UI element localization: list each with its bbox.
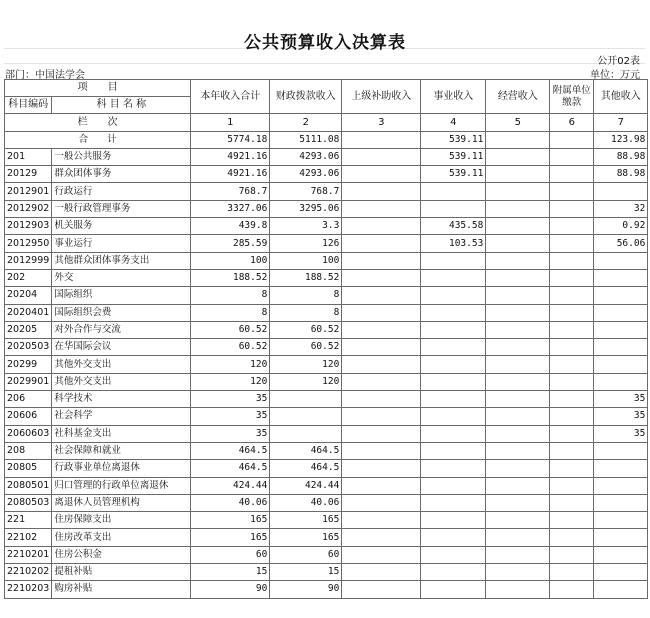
header-item: 项 目: [5, 80, 191, 97]
total-label: 合 计: [5, 131, 191, 148]
value-cell-col1: 464.5: [191, 460, 270, 477]
header-col5: 经营收入: [486, 80, 550, 114]
header-col2: 财政拨款收入: [270, 80, 342, 114]
table-row: [5, 391, 648, 408]
value-cell-col4: [421, 512, 486, 529]
value-cell-col3: [342, 269, 421, 286]
subject-code-cell: 221: [5, 512, 52, 529]
value-cell-col7: 32: [594, 200, 648, 217]
value-cell-col6: [550, 321, 594, 338]
value-cell-col1: 3327.06: [191, 200, 270, 217]
value-cell-col3: [342, 339, 421, 356]
value-cell-col7: [594, 356, 648, 373]
value-cell-col7: [594, 269, 648, 286]
value-cell-col7: 88.98: [594, 166, 648, 183]
subject-code-cell: 208: [5, 442, 52, 459]
subject-name-cell: 国际组织会费: [52, 304, 191, 321]
subject-name-cell: 社会科学: [52, 408, 191, 425]
value-cell-col6: [550, 494, 594, 511]
value-cell-col4: 103.53: [421, 235, 486, 252]
value-cell-col6: [550, 425, 594, 442]
subject-name-cell: 社会保障和就业: [52, 442, 191, 459]
value-cell-col1: 60.52: [191, 321, 270, 338]
subject-name-cell: 其他外交支出: [52, 373, 191, 390]
value-cell-col7: [594, 183, 648, 200]
value-cell-col4: [421, 564, 486, 581]
value-cell-col1: 100: [191, 252, 270, 269]
table-row: [5, 494, 648, 511]
value-cell-col2: 4293.06: [270, 148, 342, 165]
value-cell-col2: 40.06: [270, 494, 342, 511]
subject-name-cell: 行政事业单位离退休: [52, 460, 191, 477]
subject-code-cell: 2080503: [5, 494, 52, 511]
subject-name-cell: 在华国际会议: [52, 339, 191, 356]
subject-code-cell: 2060603: [5, 425, 52, 442]
value-cell-col4: [421, 321, 486, 338]
value-cell-col4: [421, 408, 486, 425]
subject-name-cell: 离退休人员管理机构: [52, 494, 191, 511]
value-cell-col6: [550, 252, 594, 269]
table-row: [5, 269, 648, 286]
value-cell-col6: [550, 269, 594, 286]
value-cell-col1: 165: [191, 529, 270, 546]
value-cell-col5: [486, 460, 550, 477]
value-cell-col6: [550, 183, 594, 200]
table-row: [5, 235, 648, 252]
value-cell-col5: [486, 321, 550, 338]
value-cell-col5: [486, 148, 550, 165]
value-cell-col3: [342, 460, 421, 477]
value-cell-col5: [486, 304, 550, 321]
value-cell-col6: [550, 200, 594, 217]
subject-name-cell: 其他群众团体事务支出: [52, 252, 191, 269]
value-cell-col6: [550, 287, 594, 304]
value-cell-col5: [486, 494, 550, 511]
value-cell-col5: [486, 408, 550, 425]
revenue-table: [4, 79, 648, 599]
header-col3: 上级补助收入: [342, 80, 421, 114]
value-cell-col2: 100: [270, 252, 342, 269]
value-cell-col4: [421, 529, 486, 546]
subject-code-cell: 2012901: [5, 183, 52, 200]
value-cell-col7: 88.98: [594, 148, 648, 165]
value-cell-col3: [342, 529, 421, 546]
value-cell-col2: 464.5: [270, 442, 342, 459]
header-subject-name: 科 目 名 称: [52, 97, 191, 114]
value-cell-col2: 8: [270, 304, 342, 321]
col-number: 2: [270, 114, 342, 131]
value-cell-col1: 768.7: [191, 183, 270, 200]
subject-name-cell: 提租补贴: [52, 564, 191, 581]
value-cell-col5: [486, 391, 550, 408]
value-cell-col5: [486, 339, 550, 356]
value-cell-col1: 4921.16: [191, 148, 270, 165]
subject-code-cell: 2012950: [5, 235, 52, 252]
unit-label: 单位：万元: [590, 70, 640, 81]
table-row: [5, 442, 648, 459]
value-cell-col3: [342, 218, 421, 235]
total-value: 539.11: [421, 131, 486, 148]
subject-name-cell: 一般公共服务: [52, 148, 191, 165]
subject-code-cell: 20129: [5, 166, 52, 183]
value-cell-col1: 464.5: [191, 442, 270, 459]
value-cell-col3: [342, 564, 421, 581]
value-cell-col6: [550, 339, 594, 356]
subject-name-cell: 外交: [52, 269, 191, 286]
value-cell-col4: [421, 339, 486, 356]
table-row: [5, 408, 648, 425]
value-cell-col6: [550, 581, 594, 598]
col-number: 5: [486, 114, 550, 131]
subject-name-cell: 其他外交支出: [52, 356, 191, 373]
value-cell-col5: [486, 166, 550, 183]
value-cell-col1: 188.52: [191, 269, 270, 286]
subject-code-cell: 20606: [5, 408, 52, 425]
value-cell-col5: [486, 269, 550, 286]
table-row: [5, 356, 648, 373]
value-cell-col4: [421, 442, 486, 459]
value-cell-col3: [342, 321, 421, 338]
row-index-label: 栏 次: [5, 114, 191, 131]
subject-code-cell: 201: [5, 148, 52, 165]
value-cell-col1: 15: [191, 564, 270, 581]
value-cell-col7: [594, 442, 648, 459]
value-cell-col3: [342, 304, 421, 321]
table-row: [5, 321, 648, 338]
value-cell-col1: 60: [191, 546, 270, 563]
value-cell-col3: [342, 356, 421, 373]
value-cell-col1: 120: [191, 356, 270, 373]
value-cell-col3: [342, 512, 421, 529]
subject-code-cell: 2012999: [5, 252, 52, 269]
value-cell-col4: [421, 581, 486, 598]
value-cell-col5: [486, 425, 550, 442]
value-cell-col2: 120: [270, 373, 342, 390]
col-number: 3: [342, 114, 421, 131]
value-cell-col3: [342, 148, 421, 165]
subject-name-cell: 科学技术: [52, 391, 191, 408]
header-subject-code: 科目编码: [5, 97, 52, 114]
total-value: 5111.08: [270, 131, 342, 148]
value-cell-col4: [421, 477, 486, 494]
subject-code-cell: 2080501: [5, 477, 52, 494]
value-cell-col1: 35: [191, 391, 270, 408]
subject-name-cell: 住房保障支出: [52, 512, 191, 529]
value-cell-col6: [550, 546, 594, 563]
value-cell-col6: [550, 460, 594, 477]
table-row: [5, 166, 648, 183]
subject-code-cell: 2210202: [5, 564, 52, 581]
value-cell-col2: [270, 391, 342, 408]
value-cell-col5: [486, 200, 550, 217]
subject-name-cell: 住房改革支出: [52, 529, 191, 546]
value-cell-col7: 0.92: [594, 218, 648, 235]
value-cell-col7: [594, 529, 648, 546]
value-cell-col4: [421, 252, 486, 269]
table-row: [5, 218, 648, 235]
value-cell-col6: [550, 477, 594, 494]
value-cell-col3: [342, 252, 421, 269]
total-value: 123.98: [594, 131, 648, 148]
value-cell-col7: [594, 339, 648, 356]
value-cell-col6: [550, 442, 594, 459]
value-cell-col4: 539.11: [421, 166, 486, 183]
subject-name-cell: 购房补贴: [52, 581, 191, 598]
value-cell-col7: [594, 546, 648, 563]
total-row: [5, 131, 648, 148]
table-row: [5, 460, 648, 477]
value-cell-col1: 424.44: [191, 477, 270, 494]
value-cell-col4: [421, 373, 486, 390]
value-cell-col1: 40.06: [191, 494, 270, 511]
value-cell-col7: [594, 287, 648, 304]
subject-code-cell: 20204: [5, 287, 52, 304]
value-cell-col3: [342, 425, 421, 442]
subject-code-cell: 2210203: [5, 581, 52, 598]
value-cell-col2: 120: [270, 356, 342, 373]
value-cell-col1: 90: [191, 581, 270, 598]
subject-code-cell: 2020503: [5, 339, 52, 356]
value-cell-col2: 165: [270, 529, 342, 546]
value-cell-col6: [550, 512, 594, 529]
value-cell-col1: 4921.16: [191, 166, 270, 183]
value-cell-col4: [421, 494, 486, 511]
value-cell-col7: [594, 460, 648, 477]
subject-name-cell: 归口管理的行政单位离退休: [52, 477, 191, 494]
value-cell-col2: 464.5: [270, 460, 342, 477]
value-cell-col5: [486, 373, 550, 390]
subject-code-cell: 2012902: [5, 200, 52, 217]
total-value: [486, 131, 550, 148]
value-cell-col3: [342, 477, 421, 494]
value-cell-col1: 60.52: [191, 339, 270, 356]
value-cell-col7: [594, 564, 648, 581]
table-row: [5, 425, 648, 442]
value-cell-col6: [550, 304, 594, 321]
value-cell-col4: 539.11: [421, 148, 486, 165]
value-cell-col2: 15: [270, 564, 342, 581]
subject-name-cell: 事业运行: [52, 235, 191, 252]
subject-code-cell: 2029901: [5, 373, 52, 390]
value-cell-col3: [342, 183, 421, 200]
value-cell-col6: [550, 356, 594, 373]
header-row-item: [5, 80, 648, 97]
header-col7: 其他收入: [594, 80, 648, 114]
value-cell-col7: [594, 581, 648, 598]
total-value: [550, 131, 594, 148]
subject-code-cell: 206: [5, 391, 52, 408]
table-row: [5, 546, 648, 563]
value-cell-col4: [421, 304, 486, 321]
table-row: [5, 304, 648, 321]
value-cell-col1: 8: [191, 304, 270, 321]
value-cell-col1: 35: [191, 408, 270, 425]
value-cell-col4: [421, 269, 486, 286]
table-row: [5, 252, 648, 269]
value-cell-col5: [486, 564, 550, 581]
value-cell-col1: 35: [191, 425, 270, 442]
value-cell-col2: [270, 425, 342, 442]
value-cell-col6: [550, 391, 594, 408]
subject-code-cell: 202: [5, 269, 52, 286]
value-cell-col7: [594, 252, 648, 269]
subject-name-cell: 对外合作与交流: [52, 321, 191, 338]
value-cell-col2: 60: [270, 546, 342, 563]
subject-name-cell: 行政运行: [52, 183, 191, 200]
subject-name-cell: 机关服务: [52, 218, 191, 235]
table-row: [5, 477, 648, 494]
value-cell-col2: 3295.06: [270, 200, 342, 217]
header-col1: 本年收入合计: [191, 80, 270, 114]
table-row: [5, 581, 648, 598]
value-cell-col7: [594, 512, 648, 529]
value-cell-col3: [342, 408, 421, 425]
subject-code-cell: 2012903: [5, 218, 52, 235]
table-row: [5, 183, 648, 200]
header-col4: 事业收入: [421, 80, 486, 114]
value-cell-col1: 8: [191, 287, 270, 304]
value-cell-col5: [486, 442, 550, 459]
value-cell-col3: [342, 391, 421, 408]
form-code: 公开02表: [597, 56, 640, 67]
value-cell-col4: [421, 287, 486, 304]
value-cell-col5: [486, 477, 550, 494]
value-cell-col4: [421, 546, 486, 563]
value-cell-col5: [486, 356, 550, 373]
value-cell-col7: 35: [594, 408, 648, 425]
value-cell-col4: [421, 200, 486, 217]
value-cell-col4: [421, 460, 486, 477]
value-cell-col3: [342, 373, 421, 390]
value-cell-col6: [550, 218, 594, 235]
value-cell-col6: [550, 235, 594, 252]
value-cell-col2: 4293.06: [270, 166, 342, 183]
sheet-gridline: [4, 63, 645, 64]
value-cell-col2: 90: [270, 581, 342, 598]
value-cell-col1: 120: [191, 373, 270, 390]
value-cell-col2: 3.3: [270, 218, 342, 235]
value-cell-col4: [421, 183, 486, 200]
value-cell-col2: 424.44: [270, 477, 342, 494]
value-cell-col7: [594, 373, 648, 390]
value-cell-col5: [486, 512, 550, 529]
col-number: 1: [191, 114, 270, 131]
value-cell-col5: [486, 235, 550, 252]
table-row: [5, 148, 648, 165]
col-number: 6: [550, 114, 594, 131]
table-row: [5, 564, 648, 581]
col-number: 7: [594, 114, 648, 131]
subject-code-cell: 2020401: [5, 304, 52, 321]
report-title: 公共预算收入决算表: [244, 33, 406, 53]
value-cell-col6: [550, 148, 594, 165]
table-row: [5, 529, 648, 546]
table-row: [5, 339, 648, 356]
row-index: [5, 114, 648, 131]
value-cell-col7: 35: [594, 391, 648, 408]
table-row: [5, 512, 648, 529]
table-row: [5, 200, 648, 217]
value-cell-col2: 188.52: [270, 269, 342, 286]
value-cell-col5: [486, 183, 550, 200]
value-cell-col2: 60.52: [270, 339, 342, 356]
value-cell-col5: [486, 529, 550, 546]
subject-code-cell: 20299: [5, 356, 52, 373]
value-cell-col2: 126: [270, 235, 342, 252]
value-cell-col2: [270, 408, 342, 425]
value-cell-col6: [550, 564, 594, 581]
value-cell-col5: [486, 546, 550, 563]
total-value: 5774.18: [191, 131, 270, 148]
total-value: [342, 131, 421, 148]
value-cell-col5: [486, 287, 550, 304]
value-cell-col7: [594, 304, 648, 321]
value-cell-col7: 56.06: [594, 235, 648, 252]
table-row: [5, 373, 648, 390]
value-cell-col6: [550, 529, 594, 546]
value-cell-col7: [594, 494, 648, 511]
value-cell-col7: [594, 477, 648, 494]
value-cell-col1: 439.8: [191, 218, 270, 235]
subject-code-cell: 20805: [5, 460, 52, 477]
value-cell-col6: [550, 408, 594, 425]
value-cell-col6: [550, 166, 594, 183]
value-cell-col4: [421, 425, 486, 442]
value-cell-col2: 60.52: [270, 321, 342, 338]
value-cell-col3: [342, 200, 421, 217]
value-cell-col3: [342, 581, 421, 598]
value-cell-col3: [342, 235, 421, 252]
value-cell-col2: 768.7: [270, 183, 342, 200]
value-cell-col3: [342, 166, 421, 183]
value-cell-col4: [421, 356, 486, 373]
subject-name-cell: 一般行政管理事务: [52, 200, 191, 217]
value-cell-col4: 435.58: [421, 218, 486, 235]
value-cell-col2: 165: [270, 512, 342, 529]
col-number: 4: [421, 114, 486, 131]
value-cell-col3: [342, 442, 421, 459]
value-cell-col3: [342, 546, 421, 563]
department-label: 部门：中国法学会: [5, 70, 85, 81]
value-cell-col2: 8: [270, 287, 342, 304]
value-cell-col5: [486, 252, 550, 269]
value-cell-col1: 285.59: [191, 235, 270, 252]
value-cell-col5: [486, 218, 550, 235]
subject-name-cell: 住房公积金: [52, 546, 191, 563]
value-cell-col3: [342, 494, 421, 511]
subject-code-cell: 20205: [5, 321, 52, 338]
value-cell-col5: [486, 581, 550, 598]
value-cell-col6: [550, 373, 594, 390]
value-cell-col4: [421, 391, 486, 408]
header-col6: 附属单位缴款: [550, 80, 594, 114]
subject-code-cell: 2210201: [5, 546, 52, 563]
subject-name-cell: 群众团体事务: [52, 166, 191, 183]
table-row: [5, 287, 648, 304]
value-cell-col7: 35: [594, 425, 648, 442]
value-cell-col7: [594, 321, 648, 338]
subject-name-cell: 国际组织: [52, 287, 191, 304]
value-cell-col3: [342, 287, 421, 304]
value-cell-col1: 165: [191, 512, 270, 529]
subject-name-cell: 社科基金支出: [52, 425, 191, 442]
subject-code-cell: 22102: [5, 529, 52, 546]
